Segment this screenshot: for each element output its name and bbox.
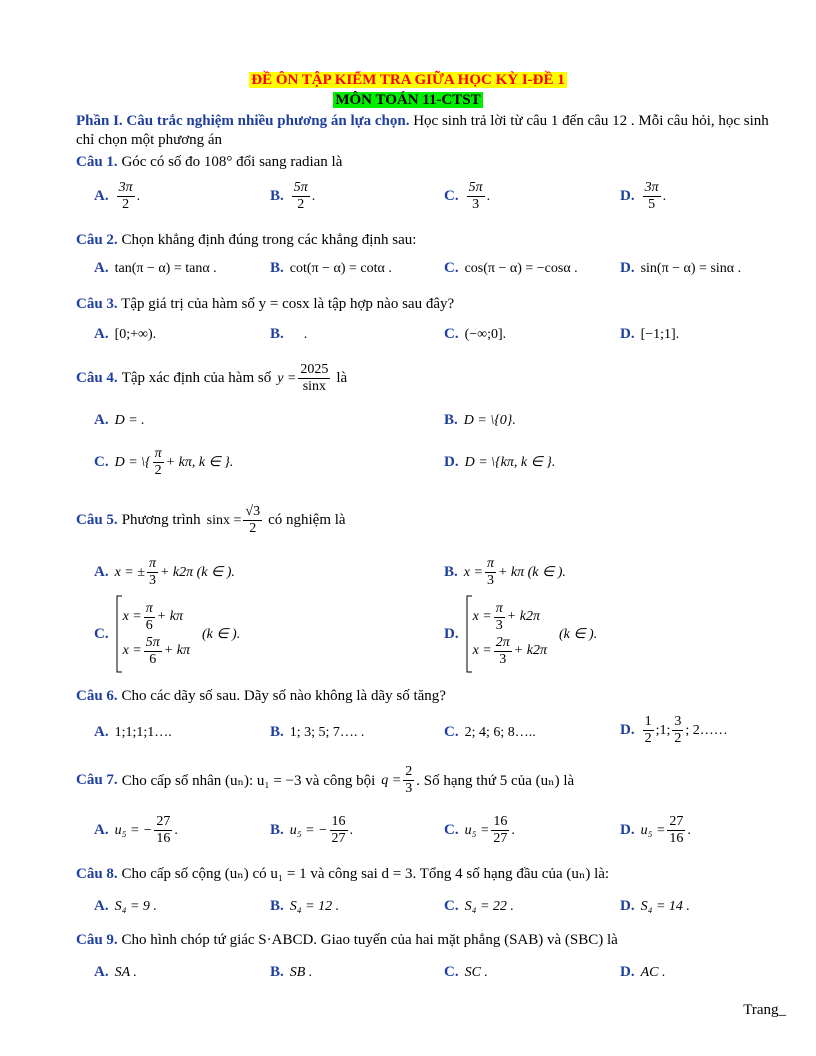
denominator: 3 [405, 781, 413, 796]
option-letter: A. [94, 260, 109, 276]
numerator: 27 [156, 814, 171, 829]
option-4d[interactable] [444, 454, 555, 471]
option-letter: B. [270, 898, 284, 914]
option-expr: D = \{kπ, k ∈ }. [464, 455, 556, 470]
option-expr: u₅ = − [289, 822, 328, 838]
option-expr: D = \{ [114, 454, 151, 470]
option-letter: D. [620, 326, 635, 342]
numerator: 3π [118, 180, 133, 195]
row-rhs: + k2π [513, 643, 547, 658]
option-expr-tail: (k ∈ ). [558, 626, 598, 642]
option-expr-tail: . [687, 822, 691, 838]
option-letter: B. [270, 260, 284, 276]
numerator: 16 [331, 814, 346, 829]
option-letter: D. [620, 722, 635, 738]
denominator: 3 [495, 617, 503, 633]
option-letter: D. [620, 898, 635, 914]
option-expr: [−1;1]. [640, 326, 680, 342]
option-letter: C. [94, 454, 109, 470]
question-text: Cho cấp số cộng (uₙ) có u₁ = 1 và công sai d = 3. Tổng 4 số hạng đầu của (uₙ) là: [121, 866, 610, 882]
option-expr-tail: ; 2…… [685, 722, 728, 738]
question-label: Câu 6. [76, 688, 118, 704]
fraction [485, 556, 496, 589]
option-7a[interactable] [94, 814, 178, 847]
option-expr: AC . [640, 964, 666, 980]
denominator: 2 [122, 197, 130, 212]
option-expr: tan(π − α) = tanα . [114, 260, 217, 276]
denominator: 3 [148, 573, 156, 588]
part1-instructions [76, 112, 788, 150]
option-expr: cot(π − α) = cotα . [289, 260, 392, 276]
denominator: 6 [145, 617, 153, 633]
option-6a[interactable] [94, 724, 172, 741]
option-6d[interactable] [620, 714, 728, 747]
numerator: 16 [493, 814, 508, 829]
option-5c[interactable] [94, 594, 240, 674]
option-2b[interactable] [270, 260, 392, 277]
numerator: π [495, 600, 503, 616]
exam-subtitle-text: MÔN TOÁN 11-CTST [335, 92, 481, 108]
question-4 [76, 362, 347, 395]
fraction [672, 714, 683, 747]
option-1d[interactable]: D. $\frac{3\pi}{5}$ . [620, 180, 667, 212]
fraction [491, 814, 509, 847]
option-expr-tail: . [349, 822, 354, 838]
option-letter: D. [620, 822, 635, 838]
option-9c[interactable] [444, 964, 488, 981]
question-label: Câu 5. [76, 512, 118, 528]
exam-subtitle [0, 92, 816, 109]
option-expr: S₄ = 22 . [464, 898, 514, 914]
question-text: Tập xác định của hàm số [121, 370, 272, 386]
option-6c[interactable] [444, 724, 536, 741]
option-3c[interactable] [444, 326, 506, 343]
question-label: Câu 4. [76, 370, 118, 386]
option-2c[interactable] [444, 260, 578, 277]
numerator: 27 [669, 814, 684, 829]
function-name: y = [277, 370, 297, 386]
option-1c[interactable]: C. $\frac{5\pi}{3}$ . [444, 180, 491, 212]
question-text-tail: có nghiệm là [268, 512, 346, 528]
question-text: Tập giá trị của hàm số y = cosx là tập hợp nào sau đây? [121, 296, 455, 312]
question-9 [76, 932, 618, 949]
denominator: 6 [149, 651, 157, 667]
numerator: 5π [145, 634, 160, 650]
equation-system [115, 594, 190, 674]
question-5 [76, 504, 346, 537]
option-expr: ;1; [655, 722, 671, 738]
fraction [494, 635, 512, 668]
fraction [330, 814, 348, 847]
option-letter: C. [444, 964, 459, 980]
option-5b[interactable] [444, 556, 566, 589]
option-expr: D = \{0}. [463, 412, 516, 428]
numerator: 2025 [300, 362, 329, 377]
option-expr-tail: + kπ, k ∈ }. [165, 455, 234, 470]
question-text: Cho hình chóp tứ giác S·ABCD. Giao tuyến của hai mặt phẳng (SAB) và (SBC) là [121, 932, 618, 948]
option-1b[interactable]: B. $\frac{5\pi}{2}$ . [270, 180, 316, 212]
option-expr: D = . [114, 412, 145, 428]
option-letter: C. [444, 260, 459, 276]
row-lhs: x = [122, 643, 142, 658]
row-rhs: + kπ [156, 609, 183, 624]
option-8b[interactable] [270, 898, 339, 915]
option-letter: B. [270, 822, 284, 838]
equation-system [465, 594, 547, 674]
option-1a[interactable]: A. $\frac{3\pi}{2}$ . [94, 180, 141, 212]
option-5d[interactable] [444, 594, 597, 674]
numerator: 3 [674, 714, 682, 729]
option-expr-tail: (k ∈ ). [201, 626, 241, 642]
denominator: 3 [472, 197, 480, 212]
numerator: π [154, 446, 162, 461]
option-letter: B. [444, 412, 458, 428]
option-2a[interactable] [94, 260, 217, 277]
option-expr: u₅ = [640, 822, 666, 838]
numerator: π [145, 600, 153, 616]
question-label: Câu 1. [76, 154, 118, 170]
option-expr: (−∞;0]. [464, 326, 507, 342]
denominator: 27 [331, 831, 346, 846]
denominator: 16 [669, 831, 684, 846]
option-9a[interactable] [94, 964, 137, 981]
option-letter: C. [444, 822, 459, 838]
fraction [153, 446, 164, 479]
option-letter: B. [270, 724, 284, 740]
question-2 [76, 232, 416, 249]
option-5a[interactable] [94, 556, 235, 589]
option-expr: . [303, 326, 308, 342]
numerator: 5π [468, 180, 483, 195]
fraction [298, 362, 330, 395]
row-rhs: + kπ [163, 643, 190, 658]
fraction [494, 601, 505, 634]
numerator: π [148, 556, 156, 571]
system-bracket [465, 594, 473, 674]
fraction [643, 180, 661, 213]
option-letter: A. [94, 326, 109, 342]
option-expr: SA . [114, 964, 137, 980]
question-text-tail: . Số hạng thứ 5 của (uₙ) là [416, 773, 575, 789]
numerator: π [486, 556, 494, 571]
option-letter: D. [620, 964, 635, 980]
question-text: Cho cấp số nhân (uₙ): u₁ = −3 và công bội [121, 773, 376, 789]
denominator: 3 [499, 651, 507, 667]
function-name: sinx = [206, 512, 242, 528]
row-rhs: + k2π [506, 609, 540, 624]
option-4c[interactable] [94, 446, 233, 479]
option-letter: B. [444, 564, 458, 580]
row-lhs: x = [472, 643, 492, 658]
option-letter: A. [94, 412, 109, 428]
option-letter: D. [444, 625, 459, 642]
fraction [117, 180, 135, 213]
part1-label: Phần I. Câu trắc nghiệm nhiều phương án lựa chọn. [76, 113, 410, 129]
option-letter: C. [94, 625, 109, 642]
option-letter: D. [620, 188, 635, 204]
option-expr-tail: + kπ (k ∈ ). [497, 565, 566, 580]
fraction [154, 814, 172, 847]
option-expr: SB . [289, 964, 313, 980]
option-expr: S₄ = 12 . [289, 898, 340, 914]
option-letter: A. [94, 564, 109, 580]
option-7b[interactable] [270, 814, 353, 847]
question-text-tail: là [336, 370, 348, 386]
option-letter: A. [94, 822, 109, 838]
option-expr-tail: . [174, 822, 178, 838]
option-3a[interactable] [94, 326, 156, 343]
question-text: Phương trình [121, 512, 201, 528]
option-9d[interactable] [620, 964, 665, 981]
option-expr-tail: . [511, 822, 515, 838]
option-expr: [0;+∞). [114, 326, 157, 342]
question-label: Câu 9. [76, 932, 118, 948]
ratio-symbol: q = [381, 772, 402, 788]
question-3 [76, 296, 454, 313]
numerator: √3 [245, 504, 261, 519]
option-letter: D. [620, 260, 635, 276]
denominator: 2 [674, 731, 682, 746]
option-4b[interactable] [444, 412, 516, 429]
fraction [292, 180, 310, 213]
option-expr: 2; 4; 6; 8….. [464, 724, 536, 740]
exam-title-text: ĐỀ ÔN TẬP KIỂM TRA GIỮA HỌC KỲ I-ĐỀ 1 [251, 72, 565, 88]
option-expr: sin(π − α) = sinα . [640, 260, 742, 276]
option-2d[interactable] [620, 260, 741, 277]
option-8c[interactable] [444, 898, 514, 915]
fraction [467, 180, 485, 213]
row-lhs: x = [472, 609, 492, 624]
numerator: 5π [293, 180, 308, 195]
option-letter: A. [94, 898, 109, 914]
option-7d[interactable] [620, 814, 691, 847]
denominator: 27 [493, 831, 508, 846]
fraction [403, 764, 414, 797]
denominator: sinx [302, 379, 327, 394]
part1-text: Học sinh trả lời từ câu 1 đến câu 12 . Mỗi câu hỏi, học sinh chỉ chọn một phương án [76, 113, 769, 148]
question-label: Câu 3. [76, 296, 118, 312]
option-letter: A. [94, 724, 109, 740]
denominator: 2 [644, 731, 652, 746]
option-expr: 1; 3; 5; 7…. . [289, 724, 365, 740]
option-3b[interactable] [270, 326, 307, 343]
option-expr-tail: + k2π (k ∈ ). [159, 565, 235, 580]
row-lhs: x = [122, 609, 142, 624]
option-expr: 1;1;1;1…. [114, 724, 172, 740]
denominator: 2 [154, 463, 162, 478]
question-text: Góc có số đo 108° đổi sang radian là [121, 154, 343, 170]
option-expr: u₅ = − [114, 822, 153, 838]
option-expr: x = [463, 564, 483, 580]
question-label: Câu 2. [76, 232, 118, 248]
option-expr: S₄ = 14 . [640, 898, 690, 914]
question-label: Câu 8. [76, 866, 118, 882]
numerator: 1 [644, 714, 652, 729]
numerator: 2 [405, 764, 413, 779]
question-6 [76, 688, 446, 705]
option-letter: B. [270, 326, 284, 342]
option-6b[interactable] [270, 724, 364, 741]
option-8d[interactable] [620, 898, 690, 915]
fraction [243, 504, 262, 537]
fraction [144, 635, 162, 668]
numerator: 3π [644, 180, 659, 195]
option-letter: A. [94, 188, 109, 204]
question-text: Cho các dãy số sau. Dãy số nào không là dãy số tăng? [121, 688, 446, 704]
numerator: 2π [495, 634, 510, 650]
question-8 [76, 864, 609, 883]
option-8a[interactable] [94, 898, 157, 915]
option-expr: u₅ = [464, 822, 490, 838]
question-1 [76, 154, 342, 171]
option-expr: S₄ = 9 . [114, 898, 157, 914]
question-7 [76, 764, 574, 797]
option-expr: cos(π − α) = −cosα . [464, 260, 578, 276]
option-expr: x = ± [114, 564, 145, 580]
fraction [147, 556, 158, 589]
fraction [144, 601, 155, 634]
denominator: 5 [648, 197, 656, 212]
option-7c[interactable] [444, 814, 515, 847]
option-letter: A. [94, 964, 109, 980]
option-expr: SC . [464, 964, 488, 980]
option-letter: C. [444, 326, 459, 342]
option-3d[interactable] [620, 326, 679, 343]
denominator: 16 [156, 831, 171, 846]
option-letter: B. [270, 964, 284, 980]
option-letter: C. [444, 898, 459, 914]
page-footer: Trang_ [743, 1002, 786, 1018]
system-bracket [115, 594, 123, 674]
option-9b[interactable] [270, 964, 312, 981]
question-label: Câu 7. [76, 772, 118, 788]
option-letter: C. [444, 188, 459, 204]
option-letter: D. [444, 454, 459, 470]
denominator: 2 [297, 197, 305, 212]
question-text: Chọn khẳng định đúng trong các khẳng định sau: [121, 232, 417, 248]
fraction [643, 714, 654, 747]
option-letter: C. [444, 724, 459, 740]
denominator: 2 [249, 521, 257, 536]
option-letter: B. [270, 188, 284, 204]
denominator: 3 [486, 573, 494, 588]
fraction [667, 814, 685, 847]
exam-title [0, 72, 816, 89]
option-4a[interactable] [94, 412, 145, 429]
